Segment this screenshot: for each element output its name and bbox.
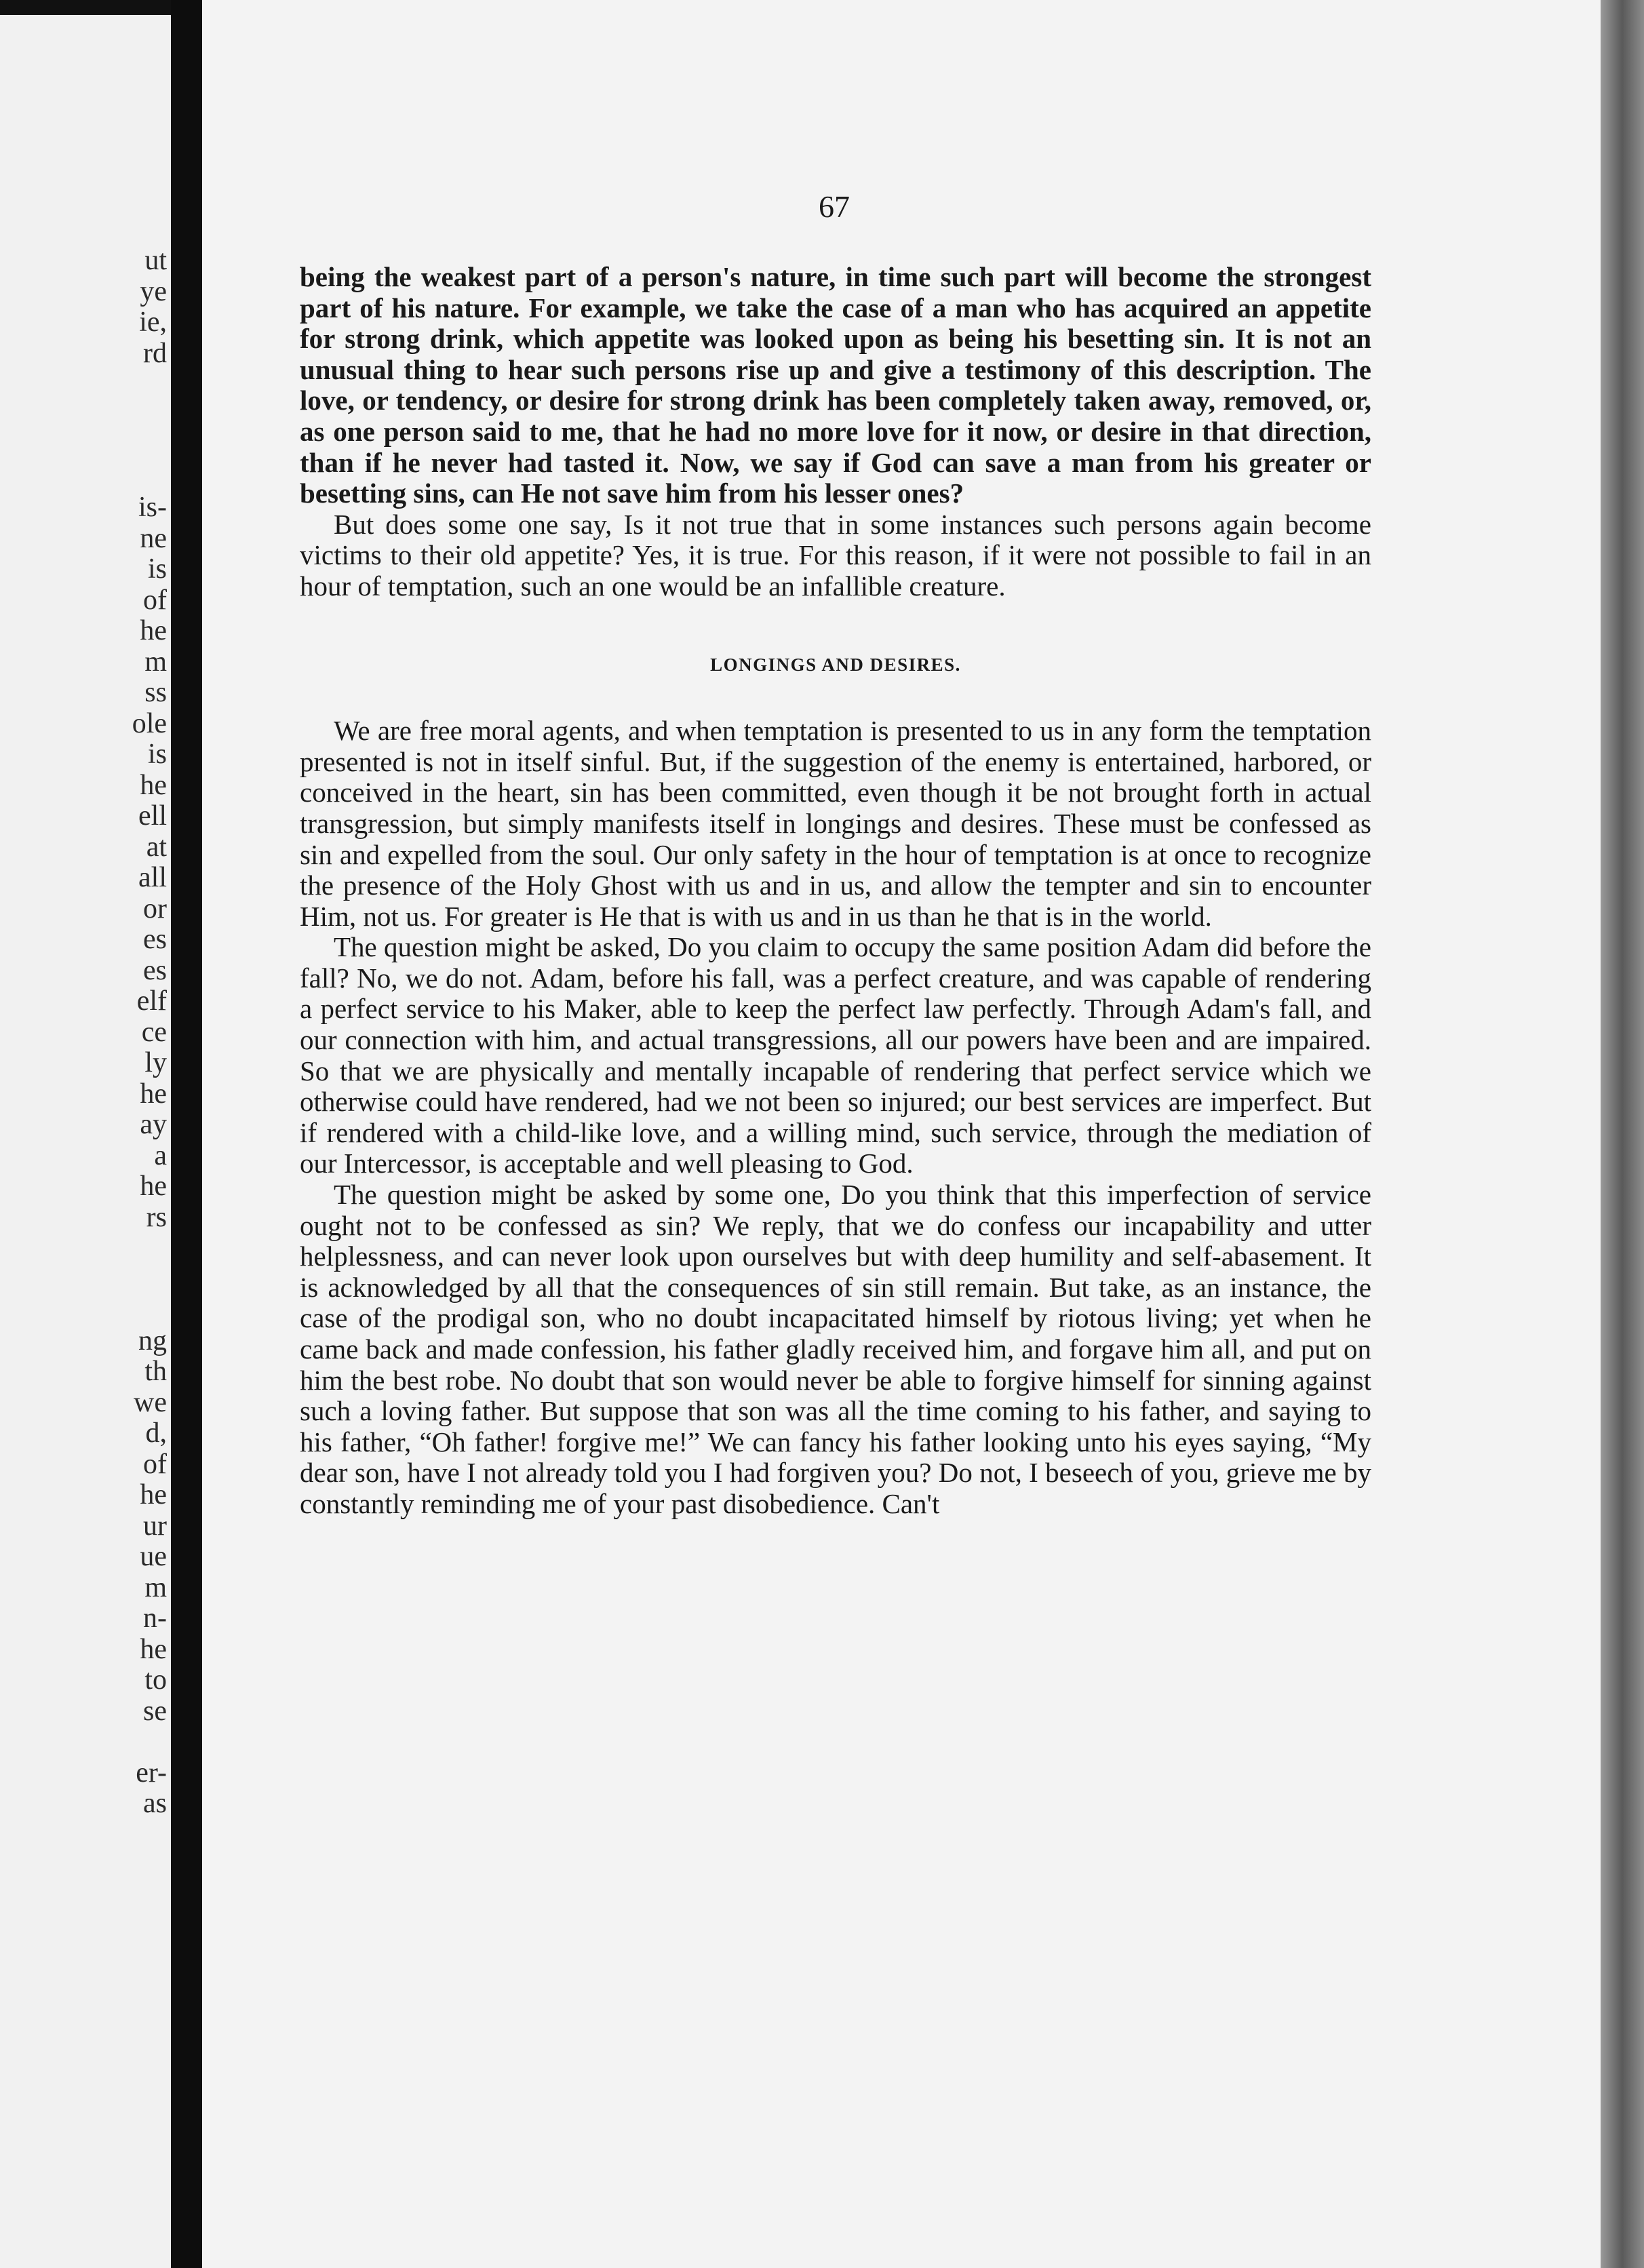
left-page-fragment: th [144, 1356, 167, 1387]
paragraph: But does some one say, Is it not true that in some instances such persons again become victims to their old appetite? Yes, it is true. For this reason, if it were not possible to fail in an hour of temptation, such an one would be an infallible creature. [300, 508, 1371, 602]
left-page-fragment [132, 1264, 167, 1295]
page-number: 67 [819, 189, 850, 224]
left-page-fragment: of [143, 584, 167, 616]
left-page-fragment: to [144, 1664, 167, 1696]
left-page-fragment: ell [138, 800, 167, 832]
left-page-fragment: he [140, 615, 167, 646]
left-page-fragment: rs [146, 1201, 167, 1233]
left-page-fragment: d, [145, 1418, 167, 1449]
left-page-fragment [132, 1727, 167, 1758]
left-page-fragment: ut [144, 245, 167, 276]
left-page-fragment: ng [138, 1325, 167, 1356]
left-page-fragment: elf [136, 985, 167, 1017]
left-page-fragment [132, 400, 167, 431]
left-page-fragment: ce [141, 1016, 167, 1048]
left-page-fragment [132, 462, 167, 493]
left-page-fragment: is [147, 553, 167, 585]
paragraph: The question might be asked by some one, Do you think that this imperfection of service ought not to be confessed as sin? We reply, that we do confess our incapability and utter helplessness, and can never look upon ourselves but with deep humility and self-abasement. It is acknowledged by all that the consequences of sin still remain. But take, as an instance, the case of the prodigal son, who no doubt incapacitated himself by riotous living; yet when he came back and made confession, his father gladly received him, and forgave him all, and put on him the best robe. No doubt that son would never be able to forgive himself for sinning against such a loving father. But suppose that son was all the time coming to his father, and saying to his father, “Oh father! forgive me!” We can fancy his father looking unto his eyes saying, “My dear son, have I not already told you I had forgiven you? Do not, I beseech of you, grieve me by constantly reminding me of your past disobedience. Can't [300, 1179, 1371, 1519]
left-page-fragment: ye [140, 275, 167, 307]
left-page-fragment: ly [144, 1047, 167, 1078]
left-page-fragment: n- [143, 1603, 167, 1634]
left-page-text-fragments [132, 246, 167, 1820]
left-page-fragment: he [140, 1633, 167, 1665]
left-facing-page [0, 15, 171, 2268]
left-page-fragment: se [143, 1695, 167, 1727]
left-page-fragment: he [140, 1078, 167, 1110]
left-page-fragment: he [140, 1479, 167, 1510]
body-text [300, 262, 1371, 1520]
left-page-fragment: ss [144, 677, 167, 708]
left-page-fragment: m [144, 646, 167, 678]
left-page-fragment: ue [140, 1541, 167, 1572]
left-page-fragment [132, 1233, 167, 1264]
left-page-fragment: is- [138, 492, 167, 523]
left-page-fragment: ay [140, 1109, 167, 1140]
left-page-fragment: or [143, 893, 167, 924]
left-page-fragment: rd [143, 337, 167, 369]
left-page-fragment: es [143, 924, 167, 955]
section-heading: LONGINGS AND DESIRES. [710, 654, 961, 675]
left-page-fragment: er- [136, 1757, 167, 1788]
left-page-fragment [132, 1295, 167, 1326]
paragraph-continuation: being the weakest part of a person's nature, in time such part will become the strongest part of his nature. For example, we take the case of a man who has acquired an appetite for strong drink, which appetite was looked upon as being his besetting sin. It is not an unusual thing to hear such persons rise up and give a testimony of this description. The love, or tendency, or desire for strong drink has been completely taken away, removed, or, as one person said to me, that he had no more love for it now, or desire in that direction, than if he never had tasted it. Now, we say if God can save a man from his greater or besetting sins, can He not save him from his lesser ones? [300, 261, 1371, 509]
left-page-fragment: a [154, 1139, 167, 1171]
left-page-fragment: he [140, 1171, 167, 1202]
left-page-fragment: we [134, 1386, 167, 1418]
left-page-fragment: of [143, 1448, 167, 1480]
left-page-fragment: ole [132, 707, 167, 739]
paragraph: The question might be asked, Do you claim to occupy the same position Adam did before the fall? No, we do not. Adam, before his fall, was a perfect creature, and was capable of rendering a perfect service to his Maker, able to keep the perfect law perfectly. Through Adam's fall, and our connection with him, and actual transgressions, all our powers have been and are impaired. So that we are physically and mentally incapable of rendering that perfect service which we otherwise could have rendered, had we not been so injured; our best services are imperfect. But if rendered with a child-like love, and a willing mind, such service, through the mediation of our Intercessor, is acceptable and well pleasing to God. [300, 931, 1371, 1179]
left-page-fragment: is [147, 739, 167, 770]
left-page-fragment: m [144, 1571, 167, 1603]
book-gutter [171, 0, 202, 2268]
paragraph: We are free moral agents, and when temptation is presented to us in any form the temptation presented is not in itself sinful. But, if the suggestion of the enemy is entertained, harbored, or conceived in the heart, sin has been committed, even though it be not brought forth in actual transgression, but simply manifests itself in longings and desires. These must be confessed as sin and expelled from the soul. Our only safety in the hour of temptation is at once to recognize the presence of the Holy Ghost with us and in us, and allow the tempter and sin to encounter Him, not us. For greater is He that is with us and in us than he that is in the world. [300, 715, 1371, 932]
left-page-fragment: he [140, 769, 167, 801]
left-page-fragment: ur [143, 1510, 167, 1542]
page-edge [1601, 0, 1644, 2268]
left-page-fragment [132, 369, 167, 400]
left-page-fragment: es [143, 954, 167, 986]
left-page-fragment: all [138, 862, 167, 893]
left-page-fragment: as [143, 1788, 167, 1819]
left-page-fragment: at [146, 831, 167, 863]
left-page-fragment: ne [140, 522, 167, 554]
left-page-fragment [132, 431, 167, 462]
left-page-fragment: ie, [139, 307, 167, 338]
